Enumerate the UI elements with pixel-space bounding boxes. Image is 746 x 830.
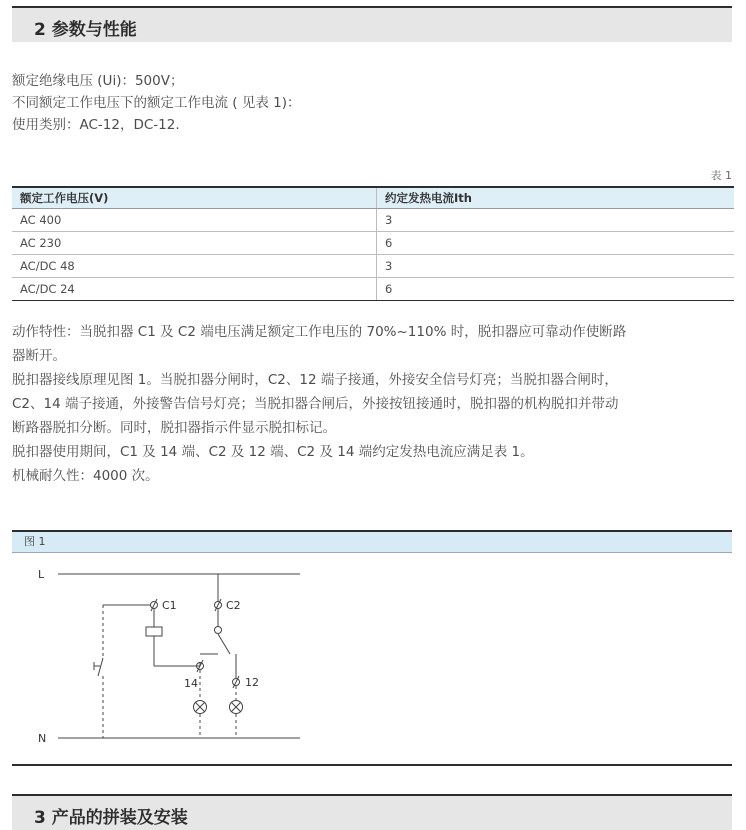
warning-lamp-icon (194, 701, 207, 714)
figure-1 (12, 530, 732, 766)
section-3-title: 3 产品的拼装及安装 (34, 808, 188, 828)
section-3-header (12, 794, 732, 830)
section-2-header (12, 6, 732, 42)
cell-voltage: AC/DC 48 (12, 255, 377, 278)
table-row (12, 209, 734, 232)
intro-text (12, 70, 734, 136)
table-row (12, 255, 734, 278)
label-C1: C1 (162, 599, 177, 612)
figure-title: 图 1 (12, 532, 732, 553)
header-current: 约定发热电流Ith (377, 187, 735, 209)
contact-pivot-icon (215, 627, 222, 634)
mechanical-endurance-line: 机械耐久性：4000 次。 (12, 468, 159, 484)
current-requirement-line: 脱扣器使用期间，C1 及 14 端、C2 及 12 端、C2 及 14 端约定发热电流应满足表 1。 (12, 444, 534, 460)
header-voltage: 额定工作电压(V) (12, 187, 377, 209)
trip-coil-icon (146, 627, 162, 636)
safety-lamp-icon (230, 701, 243, 714)
cell-voltage: AC 230 (12, 232, 377, 255)
rating-table (12, 186, 734, 301)
cell-voltage: AC/DC 24 (12, 278, 377, 301)
label-N: N (38, 732, 47, 745)
wiring-principle-line-1: 脱扣器接线原理见图 1。当脱扣器分闸时，C2、12 端子接通，外接安全信号灯亮；当脱扣器合闸时， (12, 372, 618, 388)
table-header-row (12, 187, 734, 209)
table-caption: 表 1 (710, 169, 732, 182)
cell-current: 6 (377, 278, 735, 301)
wiring-principle-line-3: 断路器脱扣分断。同时，脱扣器指示件显示脱扣标记。 (12, 420, 336, 436)
rated-current-line: 不同额定工作电压下的额定工作电流 ( 见表 1)： (12, 95, 301, 111)
push-button-icon (94, 658, 103, 676)
utilization-category-line: 使用类别：AC-12，DC-12. (12, 117, 180, 133)
label-C2: C2 (226, 599, 241, 612)
body-text (12, 320, 734, 488)
table-row (12, 232, 734, 255)
label-12: 12 (245, 676, 259, 689)
insulation-voltage-line: 额定绝缘电压 (Ui)：500V； (12, 73, 184, 89)
cell-voltage: AC 400 (12, 209, 377, 232)
wiring-diagram (12, 552, 728, 764)
operating-characteristic-line-2: 器断开。 (12, 348, 66, 364)
changeover-contact-icon (218, 634, 230, 654)
label-L: L (38, 568, 45, 581)
section-2-title: 2 参数与性能 (34, 20, 137, 40)
operating-characteristic-line-1: 动作特性：当脱扣器 C1 及 C2 端电压满足额定工作电压的 70%~110% 时，脱扣器应可靠动作使断路 (12, 324, 627, 340)
cell-current: 6 (377, 232, 735, 255)
table-row (12, 278, 734, 301)
cell-current: 3 (377, 255, 735, 278)
cell-current: 3 (377, 209, 735, 232)
wiring-principle-line-2: C2、14 端子接通，外接警告信号灯亮；当脱扣器合闸后，外接按钮接通时，脱扣器的机构脱扣并带动 (12, 396, 619, 412)
label-14: 14 (184, 677, 198, 690)
